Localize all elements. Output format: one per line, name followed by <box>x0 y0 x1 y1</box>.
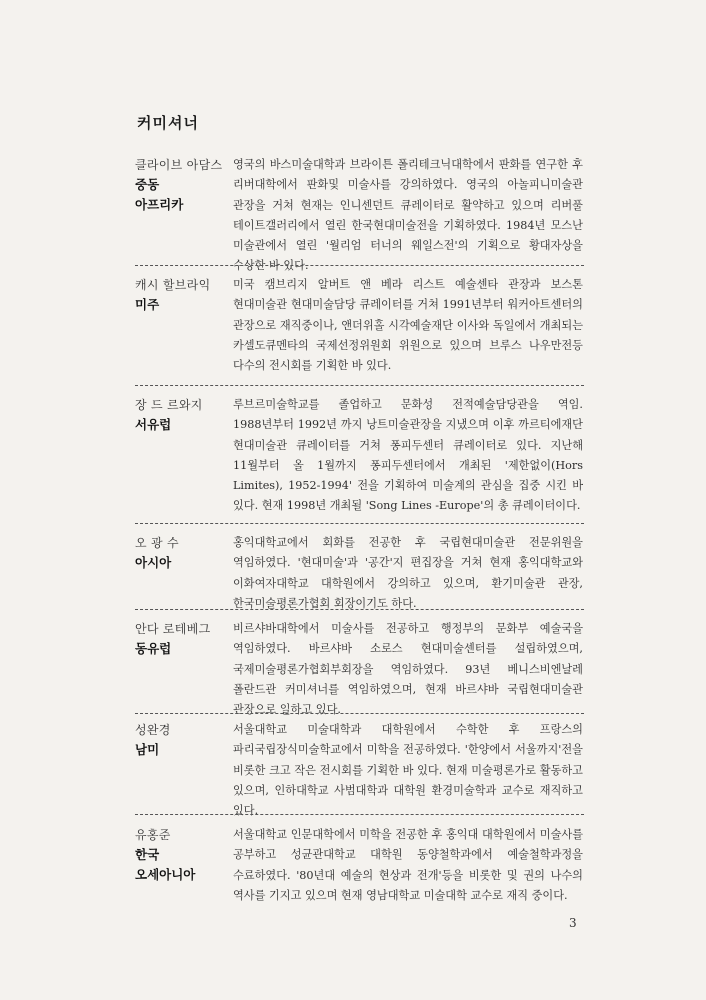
commissioner-bio: 루브르미술학교를 졸업하고 문화성 전적예술담당관을 역임. 1988년부터 1992년 까지 낭트미술관장을 지냈으며 이후 까르티에재단 현대미술관 큐레이터를 거쳐 퐁피두센터 큐레이터로 있다. 지난해 11월부터 올 1월까지 퐁피두센터에서 개최된 '제한없이(Hors Limites), 1952-1994' 전을 기획하여 미술계의 관심을 집중 시킨 바 있다. 현재 1998년 개최될 'Song Lines -Europe'의 총 큐레이터이다. <box>233 398 583 513</box>
name-column <box>135 619 235 659</box>
commissioner-region: 한국 오세아니아 <box>135 847 196 882</box>
divider <box>135 814 584 815</box>
name-column <box>135 825 235 885</box>
commissioner-region: 아시아 <box>135 555 172 570</box>
commissioner-name: 유홍준 <box>135 828 171 842</box>
page-number: 3 <box>569 916 577 930</box>
commissioner-bio: 서울대학교 인문대학에서 미학을 전공한 후 홍익대 대학원에서 미술사를 공부하고 성균관대학교 대학원 동양철학과에서 예술철학과정을 수료하였다. '80년대 예술의 현상과 전개'등을 비롯한 및 권의 나수의 역사를 기지고 있으며 현재 영남대학교 미술대학 교수로 재직 중이다. <box>233 828 583 902</box>
commissioner-region: 서유럽 <box>135 417 172 432</box>
commissioner-name: 캐시 할브라익 <box>135 278 211 292</box>
commissioner-name: 장 드 르와지 <box>135 398 203 412</box>
name-column <box>135 395 235 435</box>
commissioner-name: 성완경 <box>135 723 171 737</box>
commissioner-region: 미주 <box>135 297 160 312</box>
commissioner-region: 동유럽 <box>135 641 172 656</box>
name-column <box>135 720 235 760</box>
commissioner-name: 클라이브 아담스 <box>135 158 223 172</box>
commissioner-bio: 홍익대학교에서 회화를 전공한 후 국립현대미술관 전문위원을 역임하였다. '현대미술'과 '공간'지 편집장을 거쳐 현재 홍익대학교와 이화여자대학교 대학원에서 강의하고 있으며, 환기미술관 관장, 한국미술평론가협회 회장이기도 하다. <box>233 536 583 610</box>
commissioner-bio: 미국 캠브리지 알버트 앤 베라 리스트 예술센타 관장과 보스톤 현대미술관 현대미술담당 큐레이터를 거쳐 1991년부터 워커아트센터의 관장으로 재직중이나, 앤더위홀 시각예술재단 이사와 독일에서 개최되는 카셀도큐멘타의 국제선정위원회 위원으로 있으며 브루스 나우만전등 다수의 전시회를 기획한 바 있다. <box>233 278 583 373</box>
divider <box>135 609 584 610</box>
divider <box>135 523 584 524</box>
name-column <box>135 275 235 315</box>
name-column <box>135 155 235 215</box>
divider <box>135 713 584 714</box>
commissioner-bio: 영국의 바스미술대학과 브라이튼 폴리테크닉대학에서 판화를 연구한 후 리버대학에서 판화및 미술사를 강의하였다. 영국의 아놀피니미술관 관장을 거쳐 현재는 인니센던트 큐레이터로 활약하고 있으며 리버풀 테이트갤러리에서 열린 한국현대미술전을 기획하였다. 1984년 모스난 미술관에서 열린 '월리엄 터너의 웨일스전'의 기획으로 황대자상을 수상한 바 있다. <box>233 158 583 273</box>
section-heading: 커미셔너 <box>137 114 199 132</box>
divider <box>135 385 584 386</box>
commissioner-name: 안다 로테베그 <box>135 622 211 636</box>
commissioner-region: 남미 <box>135 742 160 757</box>
commissioner-bio: 비르샤바대학에서 미술사를 전공하고 행정부의 문화부 예술국을 역임하였다. 바르샤바 소로스 현대미술센터를 설립하였으며, 국제미술평론가협회부회장을 역임하였다. 93년 베니스비엔날레 폴란드관 커미셔너를 역임하였으며, 현재 바르샤바 국립현대미술관 관장으로 일하고 있다. <box>233 622 583 717</box>
name-column <box>135 533 235 573</box>
commissioner-name: 오 광 수 <box>135 536 179 550</box>
divider <box>135 265 584 266</box>
commissioner-region: 중동 아프리카 <box>135 177 184 212</box>
commissioner-bio: 서울대학교 미술대학과 대학원에서 수학한 후 프랑스의 파리국립장식미술학교에서 미학을 전공하였다. '한양에서 서울까지'전을 비롯한 크고 작은 전시회를 기획한 바 있다. 현재 미술평론가로 활동하고 있으며, 인하대학교 사범대학과 대학원 환경미술학과 교수로 재직하고 있다. <box>233 723 583 818</box>
